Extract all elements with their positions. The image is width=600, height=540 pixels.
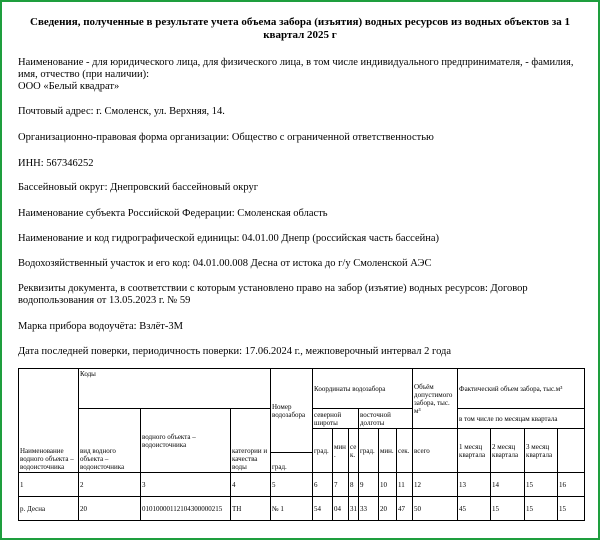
col-num: 13 <box>458 473 491 497</box>
cell-intake-number: № 1 <box>271 497 313 521</box>
permit-document: Реквизиты документа, в соответствии с которым установлено право на забор (изъятие) водных ресурсов: Договор водопользования от 13.05.2023 г. № 59 <box>18 283 528 306</box>
header-coordinates: Координаты водозабора <box>313 369 413 409</box>
header-month-3: 3 месяц квартала <box>525 429 558 473</box>
water-intake-table <box>18 368 585 521</box>
column-numbers-row <box>19 473 585 497</box>
inn: ИНН: 567346252 <box>18 158 94 169</box>
document-title: Сведения, полученные в результате учета объема забора (изъятия) водных ресурсов из водных объектов за 1 квартал 2025 г <box>30 16 570 41</box>
header-allowed-volume: Объём допустимого забора, тыс. м³ <box>413 369 458 429</box>
verification-info: Дата последней поверки, периодичность поверки: 17.06.2024 г., межповерочный интервал 2 года <box>18 346 452 357</box>
col-num: 1 <box>19 473 79 497</box>
col-num: 14 <box>491 473 525 497</box>
cell-lat-sec: 31 <box>349 497 359 521</box>
legal-form: Организационно-правовая форма организации: Общество с ограниченной ответственностью <box>18 132 434 143</box>
org-name-label: Наименование - для юридического лица, для физического лица, в том числе индивидуального предпринимателя, - фамилия, имя, отчество (при наличии): <box>18 57 574 80</box>
federal-subject: Наименование субъекта Российской Федерации: Смоленская область <box>18 208 328 219</box>
header-monthly: в том числе по месяцам квартала <box>458 409 585 429</box>
org-name-block <box>18 57 584 93</box>
col-num: 7 <box>333 473 349 497</box>
header-codes: Коды <box>79 369 271 409</box>
header-intake-number: Номер водозабора <box>271 369 313 453</box>
header-latitude: северной широты <box>313 409 359 429</box>
header-code-object: водного объекта – водоисточника <box>141 409 231 473</box>
col-num: 9 <box>359 473 379 497</box>
header-actual-volume: Фактический объем забора, тыс.м³ <box>458 369 585 409</box>
water-section: Водохозяйственный участок и его код: 04.01.00.008 Десна от истока до г/у Смоленской АЭС <box>18 258 432 269</box>
header-lat-seconds: сек. <box>349 429 359 473</box>
header-lon-degrees: град. <box>359 429 379 473</box>
cell-lon-sec: 47 <box>397 497 413 521</box>
cell-actual-total: 45 <box>458 497 491 521</box>
header-month-extra <box>558 429 585 473</box>
header-lat-degrees: град. <box>313 429 333 473</box>
table-row <box>19 497 585 521</box>
cell-water-object: р. Десна <box>19 497 79 521</box>
header-code-category: категории и качества воды <box>231 409 271 473</box>
meter-brand: Марка прибора водоучёта: Взлёт-3М <box>18 321 183 332</box>
cell-month-3: 15 <box>558 497 585 521</box>
cell-type-code: 20 <box>79 497 141 521</box>
col-num: 3 <box>141 473 231 497</box>
cell-allowed-total: 50 <box>413 497 458 521</box>
header-water-object-name: Наименование водного объекта – водоисточника <box>19 369 79 473</box>
header-grad-label: град. <box>271 453 313 473</box>
cell-lat-min: 04 <box>333 497 349 521</box>
cell-month-1: 15 <box>491 497 525 521</box>
header-lon-seconds: сек. <box>397 429 413 473</box>
col-num: 15 <box>525 473 558 497</box>
postal-address: Почтовый адрес: г. Смоленск, ул. Верхняя, 14. <box>18 106 225 117</box>
col-num: 5 <box>271 473 313 497</box>
header-month-1: 1 месяц квартала <box>458 429 491 473</box>
cell-lon-deg: 33 <box>359 497 379 521</box>
header-lon-minutes: мин. <box>379 429 397 473</box>
basin-district: Бассейновый округ: Днепровский бассейновый округ <box>18 182 259 193</box>
header-month-2: 2 месяц квартала <box>491 429 525 473</box>
col-num: 6 <box>313 473 333 497</box>
cell-lat-deg: 54 <box>313 497 333 521</box>
col-num: 2 <box>79 473 141 497</box>
header-total: всего <box>413 429 458 473</box>
col-num: 11 <box>397 473 413 497</box>
col-num: 10 <box>379 473 397 497</box>
col-num: 16 <box>558 473 585 497</box>
col-num: 4 <box>231 473 271 497</box>
cell-category: ТН <box>231 497 271 521</box>
col-num: 8 <box>349 473 359 497</box>
cell-month-2: 15 <box>525 497 558 521</box>
hydro-unit: Наименование и код гидрографической единицы: 04.01.00 Днепр (российская часть бассейна) <box>18 233 439 244</box>
org-name-value: ООО «Белый квадрат» <box>18 81 120 92</box>
cell-lon-min: 20 <box>379 497 397 521</box>
header-longitude: восточной долготы <box>359 409 413 429</box>
col-num: 12 <box>413 473 458 497</box>
cell-object-code: 01010000112104300000215 <box>141 497 231 521</box>
header-lat-minutes: мин. <box>333 429 349 473</box>
header-code-type: вид водного объекта – водоисточника <box>79 409 141 473</box>
